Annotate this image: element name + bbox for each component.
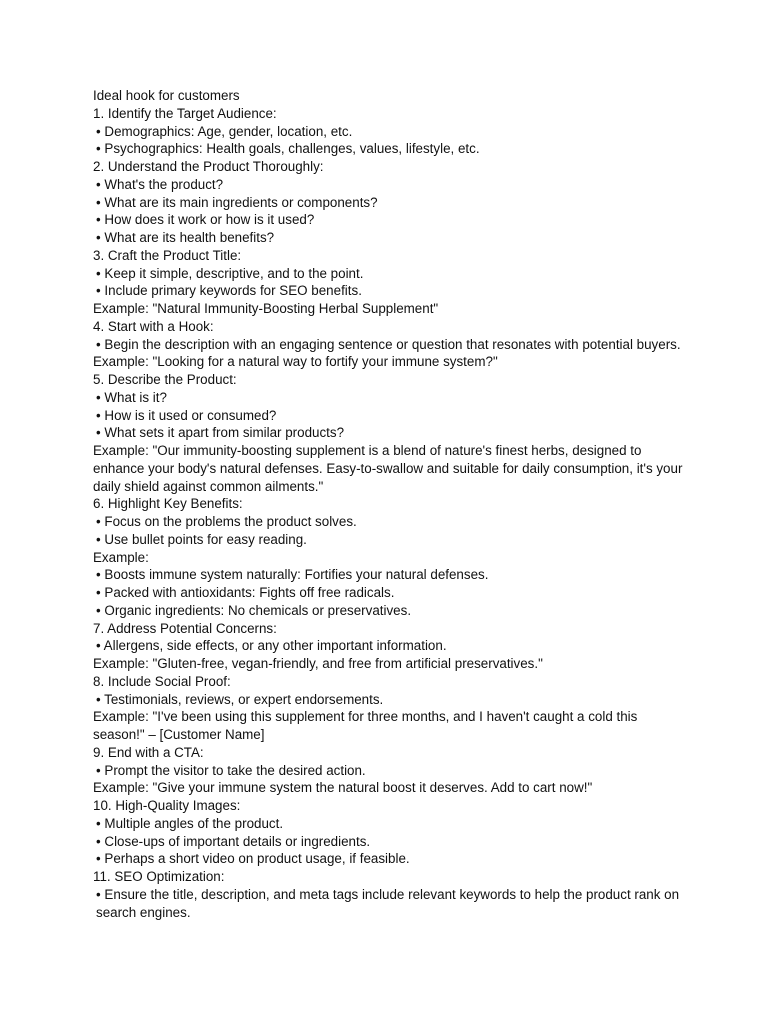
example-text: Example: "Natural Immunity-Boosting Herbal Supplement" [93, 301, 439, 316]
bullet-item: • Boosts immune system naturally: Fortifies your natural defenses. [96, 567, 489, 583]
bullet-item: • What's the product? [96, 176, 224, 192]
section-heading: 2. Understand the Product Thoroughly: [93, 159, 324, 174]
example-text: Example: "Give your immune system the natural boost it deserves. Add to cart now!" [93, 780, 593, 796]
bullet-item: • Prompt the visitor to take the desired action. [96, 762, 366, 778]
section-heading: 11. SEO Optimization: [93, 869, 225, 884]
bullet-item: • What are its main ingredients or components? [96, 194, 378, 210]
bullet-item: • Include primary keywords for SEO benefits. [96, 283, 362, 299]
section-heading: 9. End with a CTA: [93, 744, 204, 760]
section-heading: 5. Describe the Product: [93, 372, 237, 387]
example-text: Example: "I've been using this supplement for three months, and I haven't caught a cold this season!" – [Customer Name] [93, 709, 638, 742]
bullet-item: • What is it? [96, 389, 167, 405]
bullet-item: • Demographics: Age, gender, location, etc. [96, 123, 353, 139]
bullet-item: • Allergens, side effects, or any other important information. [96, 638, 447, 654]
bullet-item: • Focus on the problems the product solves. [96, 514, 357, 529]
bullet-item: • Begin the description with an engaging sentence or question that resonates with potential buyers. [96, 336, 681, 352]
bullet-item: • Perhaps a short video on product usage, if feasible. [96, 851, 410, 867]
bullet-item: • Psychographics: Health goals, challenges, values, lifestyle, etc. [96, 141, 480, 157]
example-text: Example: "Looking for a natural way to fortify your immune system?" [93, 354, 498, 370]
example-text: Example: "Gluten-free, vegan-friendly, and free from artificial preservatives." [93, 656, 543, 671]
section-heading: 8. Include Social Proof: [93, 673, 231, 689]
bullet-item: • Multiple angles of the product. [96, 815, 284, 831]
bullet-item: • Ensure the title, description, and meta tags include relevant keywords to help the product rank on search engines. [96, 886, 680, 920]
section-heading: 3. Craft the Product Title: [93, 247, 242, 263]
example-text: Example: "Our immunity-boosting supplement is a blend of nature's finest herbs, designed to enhance your body's natural defenses. Easy-to-swallow and suitable for daily consumption, it's your daily shield against common ailments." [93, 443, 683, 494]
section-heading: 4. Start with a Hook: [93, 318, 214, 334]
bullet-item: • What sets it apart from similar products? [96, 425, 345, 441]
section-heading: 10. High-Quality Images: [93, 798, 241, 813]
bullet-item: • Close-ups of important details or ingredients. [96, 833, 371, 849]
document-body [93, 105, 683, 922]
section-heading: 1. Identify the Target Audience: [93, 105, 277, 121]
section-heading: 6. Highlight Key Benefits: [93, 496, 243, 512]
bullet-item: • Testimonials, reviews, or expert endorsements. [96, 691, 384, 707]
bullet-item: • Keep it simple, descriptive, and to the point. [96, 265, 364, 281]
section-heading: 7. Address Potential Concerns: [93, 620, 277, 636]
document-page [93, 87, 683, 921]
bullet-item: • Organic ingredients: No chemicals or preservatives. [96, 602, 412, 618]
bullet-item: • Packed with antioxidants: Fights off free radicals. [96, 585, 395, 600]
bullet-item: • How does it work or how is it used? [96, 212, 315, 228]
bullet-item: • How is it used or consumed? [96, 407, 277, 423]
document-title: Ideal hook for customers [93, 88, 240, 103]
bullet-item: • What are its health benefits? [96, 230, 275, 245]
example-text: Example: [93, 549, 149, 565]
bullet-item: • Use bullet points for easy reading. [96, 531, 307, 547]
